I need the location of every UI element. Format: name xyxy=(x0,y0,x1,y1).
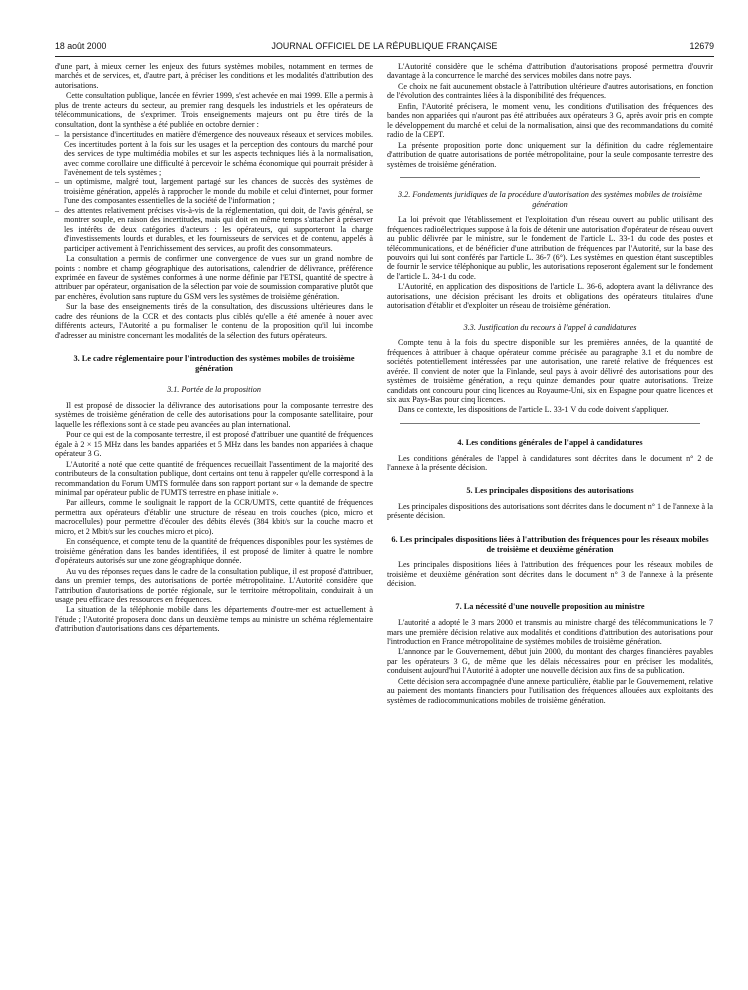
list-item: – des attentes relativement précises vis-à-vis de la réglementation, qui doit, de l'avis général, se montrer souple, en raison des incertitudes, mais qui doit en même temps s'attacher à préserver les intérêts de deux catégories d'acteurs : les opérateurs, qui supporteront la charge d'investissements lourds et durables, et les fournisseurs de services et de contenu, appelés à participer activement à l'enrichissement des services, au profit des consommateurs. xyxy=(55,206,373,253)
paragraph: Les principales dispositions liées à l'attribution des fréquences pour les réseaux mobiles de troisième et deuxième génération sont décrites dans le document n° 3 de l'annexe à la présente décision. xyxy=(387,560,713,589)
paragraph: Sur la base des enseignements tirés de la consultation, des discussions ultérieures dans le cadre des réunions de la CCR et des contacts plus ciblés qu'elle a été amenée à nouer avec différents acteurs, l'Autorité a pu formaliser le contenu de la proposition qu'il lui incombe d'adresser au ministre concernant les modalités de la sélection des futurs opérateurs. xyxy=(55,302,373,340)
paragraph: L'annonce par le Gouvernement, début juin 2000, du montant des charges financières payables par les opérateurs 3 G, de même que les délais nécessaires pour en préciser les modalités, conduisent aujourd'hui l'Autorité à adopter une nouvelle décision aux fins de sa publication. xyxy=(387,647,713,676)
left-column xyxy=(55,62,373,635)
paragraph: La situation de la téléphonie mobile dans les départements d'outre-mer est actuellement à l'étude ; l'Autorité proposera donc dans un deuxième temps au ministre un schéma réglementaire d'attribution d'autorisations dans ces départements. xyxy=(55,605,373,634)
section-heading: 4. Les conditions générales de l'appel à candidatures xyxy=(457,437,643,447)
paragraph: L'Autorité considère que le schéma d'attribution d'autorisations proposé permettra d'ouvrir davantage à la concurrence le marché des services mobiles dans notre pays. xyxy=(387,62,713,81)
paragraph: Les conditions générales de l'appel à candidatures sont décrites dans le document n° 2 de l'annexe à la présente décision. xyxy=(387,453,713,472)
section-heading: 5. Les principales dispositions des autorisations xyxy=(466,486,634,496)
list-item: – la persistance d'incertitudes en matière d'émergence des nouveaux réseaux et services mobiles. Ces incertitudes portent à la fois sur les usages et la perception des contours du marché pour des services de type multimédia mobiles et sur les aspects techniques liés à la normalisation, avec comme corollaire une difficulté à percevoir le schéma économique qui pourrait présider à l'avènement de tels systèmes ; xyxy=(55,130,373,177)
paragraph: d'une part, à mieux cerner les enjeux des futurs systèmes mobiles, notamment en termes de marchés et de services, et, d'autre part, à préciser les conditions et les modalités d'attribution des autorisations. xyxy=(55,62,373,90)
subsection-heading: 3.1. Portée de la proposition xyxy=(167,385,261,395)
paragraph: Enfin, l'Autorité précisera, le moment venu, les conditions d'utilisation des fréquences des bandes non appariées qui n'auront pas été attribuées aux opérateurs 3 G, après avoir pris en compte le développement du marché et celui de la normalisation, ainsi que des recommandations du comité radio de la CEPT. xyxy=(387,101,713,140)
subsection-heading: 3.3. Justification du recours à l'appel à candidatures xyxy=(463,322,637,332)
paragraph: Ce choix ne fait aucunement obstacle à l'attribution ultérieure d'autres autorisations, en fonction de l'évolution des contraintes liées à la disponibilité des fréquences. xyxy=(387,81,713,101)
right-column xyxy=(387,62,713,706)
section-divider xyxy=(400,177,700,178)
page-header xyxy=(55,40,714,57)
bullet-list xyxy=(55,130,373,253)
list-item: – un optimisme, malgré tout, largement partagé sur les chances de succès des systèmes de troisième génération, appelés à rapprocher le monde du mobile et celui d'internet, pour former l'une des composantes essentielles de la société de l'information ; xyxy=(55,177,373,205)
paragraph: Les principales dispositions des autorisations sont décrites dans le document n° 1 de l'annexe à la présente décision. xyxy=(387,502,713,521)
paragraph: Par ailleurs, comme le soulignait le rapport de la CCR/UMTS, cette quantité de fréquences permettra aux opérateurs d'établir une structure de réseau en trois couches (pico, micro et macrocellules) pour permettre d'écouler des débits élevés (384 kbit/s sur la couche macro et micro, et 2 Mbit/s sur les couches micro et pico). xyxy=(55,498,373,536)
paragraph: Cette décision sera accompagnée d'une annexe particulière, établie par le Gouvernement, relative au paiement des montants financiers pour l'utilisation des fréquences allouées aux exploitants des systèmes de radiocommunications mobiles de troisième génération. xyxy=(387,676,713,705)
paragraph: Au vu des réponses reçues dans le cadre de la consultation publique, il est proposé d'attribuer, dans un premier temps, des autorisations de portée métropolitaine. L'Autorité considère que l'attribution d'autorisations de portée régionale, sur le territoire métropolitain, conduirait à un usage peu efficace des ressources en fréquences. xyxy=(55,566,373,604)
paragraph: L'Autorité a noté que cette quantité de fréquences recueillait l'assentiment de la majorité des contributeurs de la consultation publique, dont certains ont tenu à rappeler qu'elle correspond à la recommandation du Forum UMTS formulée dans son rapport portant sur « la demande de spectre minimal par opérateur public de l'UMTS terrestre en phase initiale ». xyxy=(55,459,373,497)
paragraph: Compte tenu à la fois du spectre disponible sur les premières années, de la quantité de fréquences à attribuer à chaque opérateur comme précisée au paragraphe 3.1 et du nombre de sociétés potentiellement intéressées par une autorisation, une rareté relative de fréquences est avérée. Il convient de noter que la Finlande, seul pays à avoir délivré des autorisations pour des systèmes de troisième génération, a reçu quinze demandes pour quatre autorisations. Treize candidats ont concouru pour cinq licences au Royaume-Uni, six en Espagne pour quatre licences et six aux Pays-Bas pour cinq licences. xyxy=(387,338,713,405)
header-page-number: 12679 xyxy=(689,41,714,51)
header-journal-title: JOURNAL OFFICIEL DE LA RÉPUBLIQUE FRANÇAISE xyxy=(271,41,498,51)
section-heading: 7. La nécessité d'une nouvelle proposition au ministre xyxy=(455,602,645,612)
paragraph: Pour ce qui est de la composante terrestre, il est proposé d'attribuer une quantité de fréquences égale à 2 × 15 MHz dans les bandes appariées et 5 MHz dans les bandes non appariées à chaque opérateur 3 G. xyxy=(55,430,373,459)
header-date: 18 août 2000 xyxy=(55,41,107,51)
paragraph: Dans ce contexte, les dispositions de l'article L. 33-1 V du code doivent s'appliquer. xyxy=(398,405,669,415)
paragraph: L'Autorité, en application des dispositions de l'article L. 36-6, adoptera avant la délivrance des autorisations, une décision précisant les droits et obligations des opérateurs titulaires d'une autorisation d'établir et d'exploiter un réseau de troisième génération. xyxy=(387,282,713,311)
paragraph: La consultation a permis de confirmer une convergence de vues sur un grand nombre de points : nombre et champ géographique des autorisations, calendrier de délivrance, préférence exprimée en faveur de systèmes conformes à une norme définie par l'ETSI, quantité de spectre à attribuer par opérateur, organisation de la sélection par voie de soumission comparative plutôt que par enchères, évolution sans rupture du GSM vers les systèmes de troisième génération. xyxy=(55,254,373,301)
section-heading: 6. Les principales dispositions liées à l'attribution des fréquences pour les réseaux mobiles de troisième et deuxième génération xyxy=(391,534,709,554)
paragraph: En conséquence, et compte tenu de la quantité de fréquences disponibles pour les systèmes de troisième génération dans les bandes identifiées, il est proposé de limiter à quatre le nombre d'opérateurs autorisés sur une zone géographique donnée. xyxy=(55,537,373,566)
section-heading: 3. Le cadre réglementaire pour l'introduction des systèmes mobiles de troisième génération xyxy=(73,354,355,373)
subsection-heading: 3.2. Fondements juridiques de la procédure d'autorisation des systèmes mobiles de troisième génération xyxy=(398,189,702,209)
paragraph: La loi prévoit que l'établissement et l'exploitation d'un réseau ouvert au public utilisant des fréquences radioélectriques suppose à la fois de détenir une autorisation d'opérateur de réseau ouvert au public délivrée par le ministre, sur le fondement de l'article L. 33-1 du code des postes et télécommunications, et de bénéficier d'une attribution de fréquences par l'Autorité, sur la base des pouvoirs qui lui sont conférés par l'article L. 36-7 (6°). Les systèmes en question étant susceptibles de fournir le service téléphonique au public, les autorisations reposeront également sur le fondement de l'article L. 34-1 du code. xyxy=(387,215,713,281)
paragraph: Cette consultation publique, lancée en février 1999, s'est achevée en mai 1999. Elle a permis à plus de trente acteurs du secteur, au premier rang desquels les industriels et les opérateurs de télécommunications, de s'exprimer. Trois enseignements majeurs ont pu être tirés de la consultation, dont la synthèse a été publiée en octobre dernier : xyxy=(55,91,373,129)
section-divider xyxy=(400,423,700,424)
paragraph: Il est proposé de dissocier la délivrance des autorisations pour la composante terrestre des systèmes de troisième génération de celle des autorisations pour la composante satellitaire, pour laquelle les réflexions sont à ce stade peu avancées au plan international. xyxy=(55,400,373,429)
paragraph: La présente proposition porte donc uniquement sur la définition du cadre réglementaire d'attribution de quatre autorisations de portée métropolitaine, pour la seule composante terrestre des systèmes de troisième génération. xyxy=(387,140,713,169)
paragraph: L'autorité a adopté le 3 mars 2000 et transmis au ministre chargé des télécommunications le 7 mars une première décision relative aux modalités et conditions d'attribution des autorisations pour l'introduction en France métropolitaine de systèmes mobiles de troisième génération. xyxy=(387,618,713,646)
